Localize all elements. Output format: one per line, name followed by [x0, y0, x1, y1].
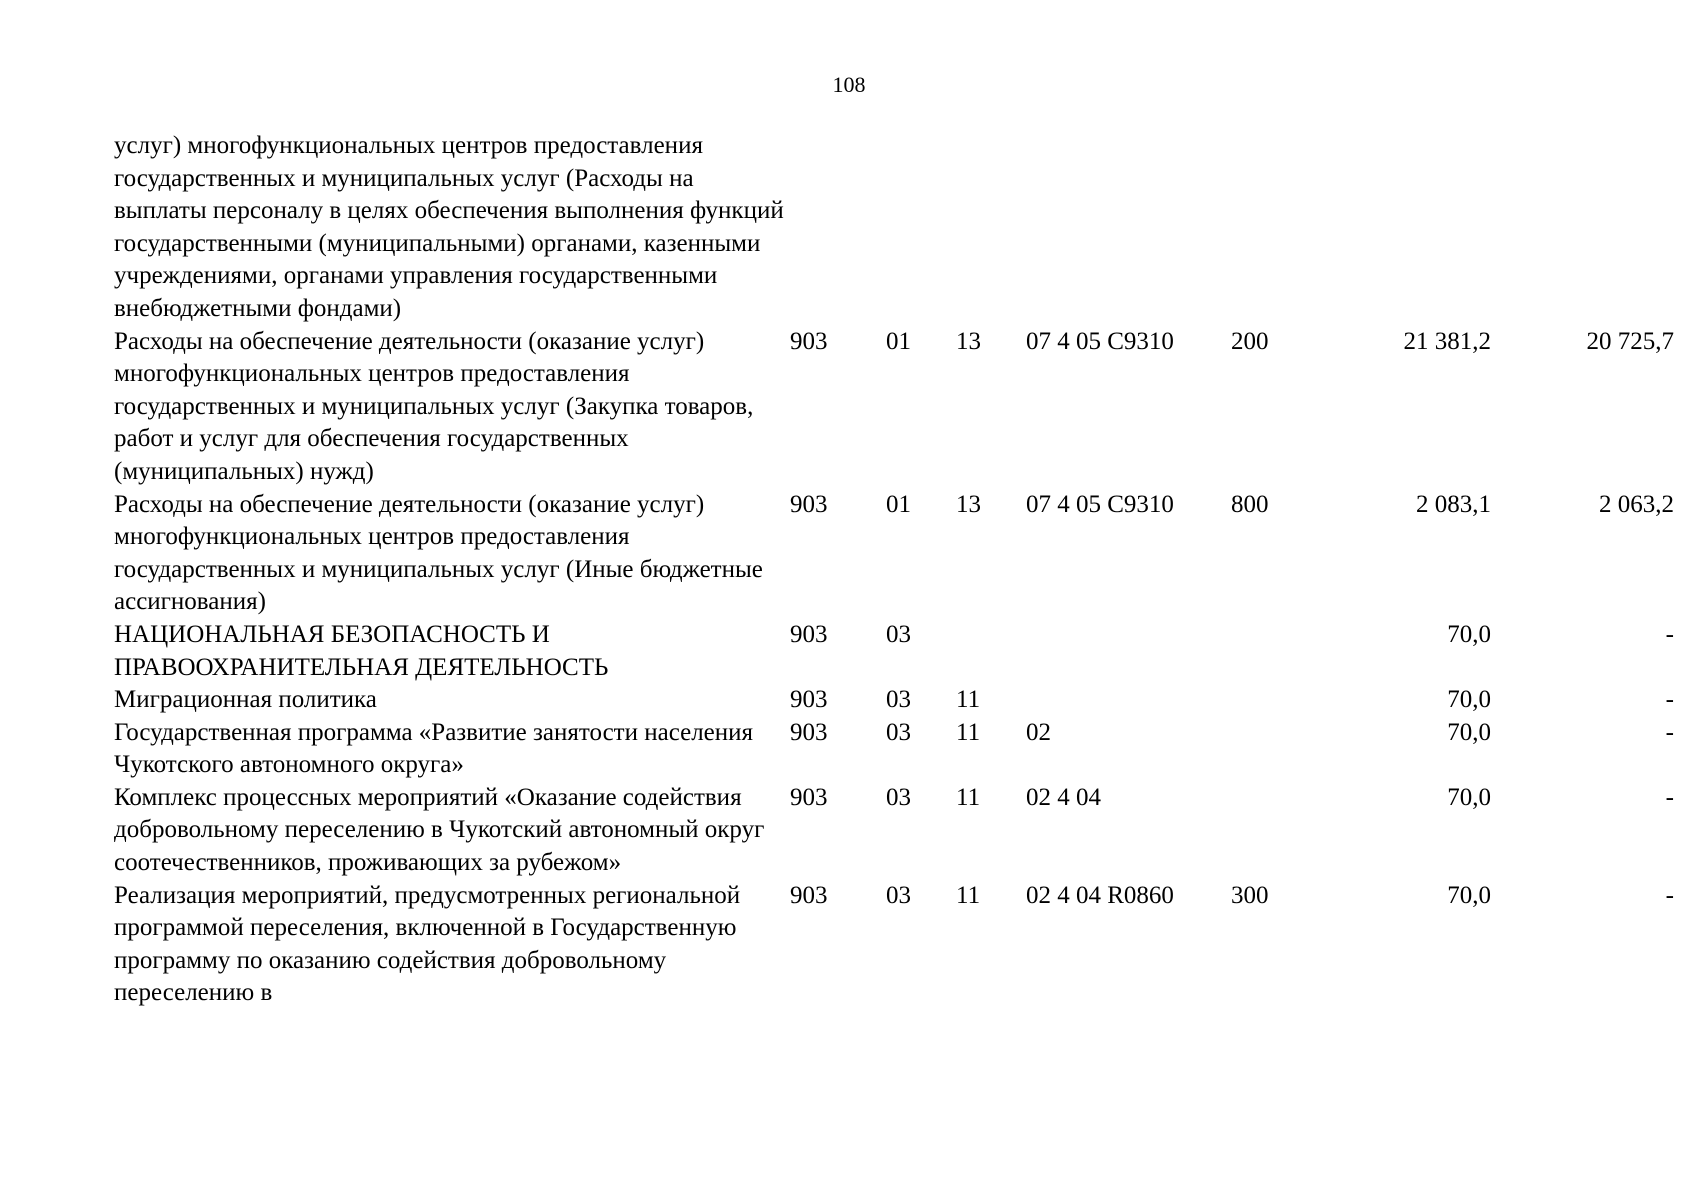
row-subsection-code	[956, 619, 1026, 684]
row-expense-type	[1231, 684, 1321, 717]
row-sum-year-1: 70,0	[1447, 620, 1491, 648]
row-sum-year-1: 2 083,1	[1416, 490, 1491, 518]
row-subsection-code	[956, 130, 1026, 326]
table-row	[114, 717, 1674, 782]
row-sum-year-1: 21 381,2	[1403, 327, 1491, 355]
row-target-article: 02	[1026, 718, 1051, 746]
row-target-article: 07 4 05 С9310	[1026, 327, 1174, 355]
row-section-code: 03	[886, 783, 911, 811]
row-name: Миграционная политика	[114, 686, 377, 714]
row-subsection-code: 13	[956, 327, 981, 355]
row-subsection-code: 11	[956, 718, 981, 746]
row-name: услуг) многофункциональных центров предоставления государственных и муниципальных услуг (Расходы на выплаты персоналу в целях обеспечения выполнения функций государственными (муниципальными) органами, казенными учреждениями, органами управления государственными внебюджетными фондами)	[114, 132, 784, 322]
row-section-code: 03	[886, 881, 911, 909]
row-sum-year-2	[1491, 130, 1674, 326]
row-grbs-code: 903	[790, 881, 828, 909]
row-target-article: 02 4 04	[1026, 783, 1101, 811]
row-subsection-code: 13	[956, 490, 981, 518]
row-grbs-code: 903	[790, 783, 828, 811]
row-expense-type: 300	[1231, 881, 1269, 909]
row-sum-year-1	[1321, 130, 1491, 326]
row-target-article: 02 4 04 R0860	[1026, 881, 1174, 909]
row-sum-year-2: 2 063,2	[1599, 490, 1674, 518]
row-sum-year-1: 70,0	[1447, 686, 1491, 714]
row-expense-type	[1231, 717, 1321, 782]
table-row	[114, 326, 1674, 489]
row-name: Государственная программа «Развитие занятости населения Чукотского автономного округа»	[114, 718, 754, 779]
row-expense-type	[1231, 782, 1321, 880]
row-subsection-code: 11	[956, 881, 981, 909]
row-name: НАЦИОНАЛЬНАЯ БЕЗОПАСНОСТЬ И ПРАВООХРАНИТЕЛЬНАЯ ДЕЯТЕЛЬНОСТЬ	[114, 620, 609, 681]
row-grbs-code: 903	[790, 718, 828, 746]
row-subsection-code: 11	[956, 686, 981, 714]
row-section-code	[886, 130, 956, 326]
row-target-article: 07 4 05 С9310	[1026, 490, 1174, 518]
row-sum-year-1: 70,0	[1447, 783, 1491, 811]
row-sum-year-2: -	[1665, 881, 1674, 909]
page-number: 108	[832, 72, 866, 97]
table-row	[114, 130, 1674, 326]
row-grbs-code	[790, 130, 886, 326]
row-sum-year-2: 20 725,7	[1586, 327, 1674, 355]
row-target-article	[1026, 684, 1231, 717]
table-row	[114, 619, 1674, 684]
row-sum-year-1: 70,0	[1447, 718, 1491, 746]
row-target-article	[1026, 130, 1231, 326]
row-sum-year-1: 70,0	[1447, 881, 1491, 909]
budget-table	[114, 130, 1674, 1010]
row-grbs-code: 903	[790, 327, 828, 355]
row-grbs-code: 903	[790, 686, 828, 714]
row-section-code: 03	[886, 620, 911, 648]
row-section-code: 01	[886, 327, 911, 355]
row-target-article	[1026, 619, 1231, 684]
table-row	[114, 880, 1674, 1010]
table-row	[114, 489, 1674, 619]
row-section-code: 03	[886, 718, 911, 746]
row-section-code: 03	[886, 686, 911, 714]
row-expense-type: 200	[1231, 327, 1269, 355]
row-expense-type: 800	[1231, 490, 1269, 518]
row-expense-type	[1231, 619, 1321, 684]
row-subsection-code: 11	[956, 783, 981, 811]
row-name: Реализация мероприятий, предусмотренных региональной программой переселения, включенной в Государственную программу по оказанию содействия добровольному переселению в	[114, 881, 741, 1007]
row-name: Расходы на обеспечение деятельности (оказание услуг) многофункциональных центров предоставления государственных и муниципальных услуг (Иные бюджетные ассигнования)	[114, 490, 763, 616]
table-row	[114, 782, 1674, 880]
row-sum-year-2: -	[1665, 620, 1674, 648]
table-row	[114, 684, 1674, 717]
row-grbs-code: 903	[790, 620, 828, 648]
row-sum-year-2: -	[1665, 783, 1674, 811]
row-expense-type	[1231, 130, 1321, 326]
row-sum-year-2: -	[1665, 686, 1674, 714]
row-name: Комплекс процессных мероприятий «Оказание содействия добровольному переселению в Чукотский автономный округ соотечественников, проживающих за рубежом»	[114, 783, 765, 877]
row-grbs-code: 903	[790, 490, 828, 518]
row-name: Расходы на обеспечение деятельности (оказание услуг) многофункциональных центров предоставления государственных и муниципальных услуг (Закупка товаров, работ и услуг для обеспечения государственных (муниципальных) нужд)	[114, 327, 754, 485]
row-sum-year-2: -	[1665, 718, 1674, 746]
row-section-code: 01	[886, 490, 911, 518]
